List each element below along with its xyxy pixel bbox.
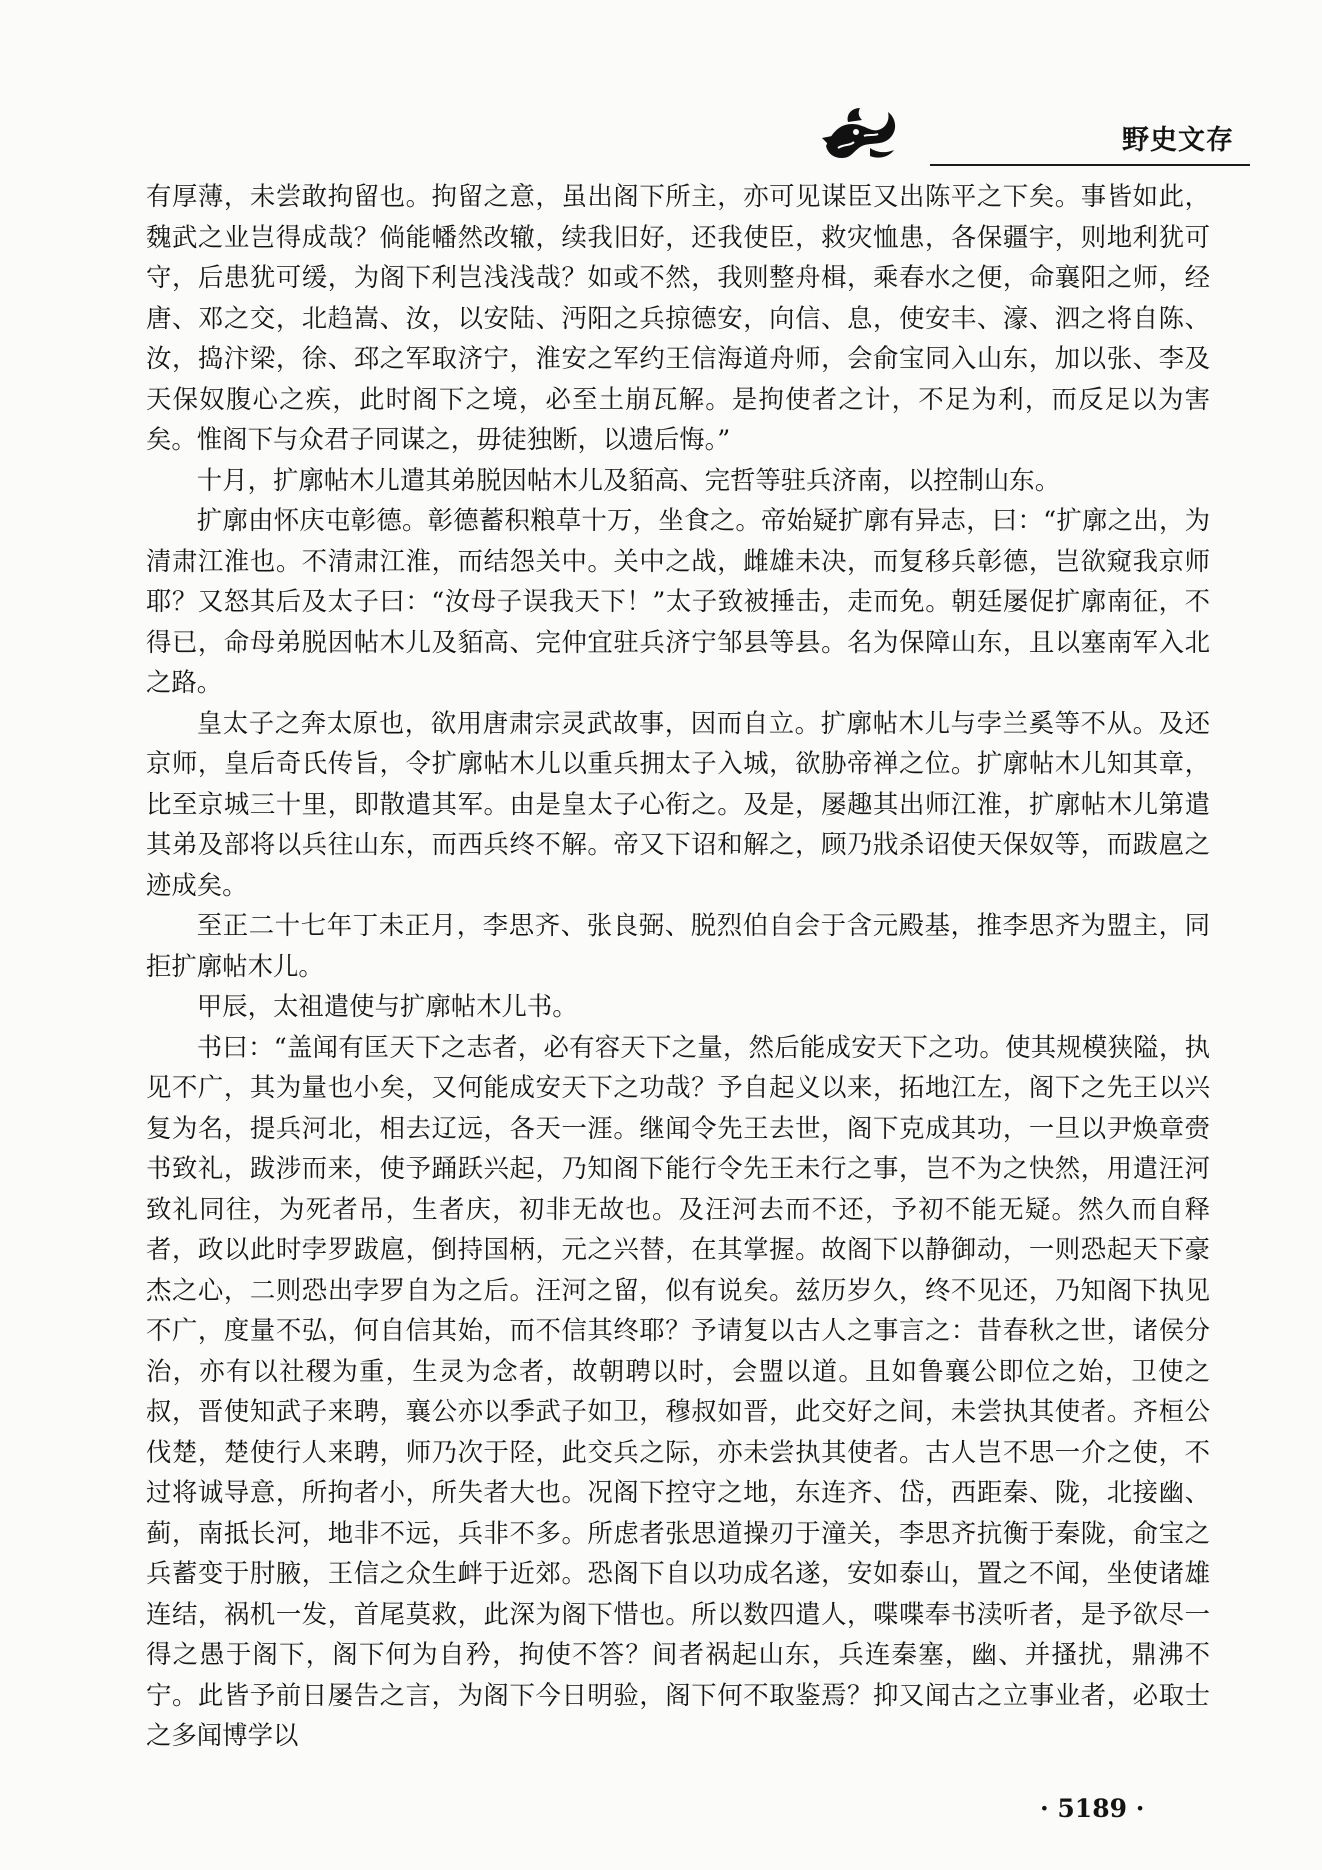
paragraph: 皇太子之奔太原也，欲用唐肃宗灵武故事，因而自立。扩廓帖木儿与孛兰奚等不从。及还京师，皇后奇氏传旨，令扩廓帖木儿以重兵拥太子入城，欲胁帝禅之位。扩廓帖木儿知其章，比至京城三十里，即散遣其军。由是皇太子心衔之。及是，屡趣其出师江淮，扩廓帖木儿第遣其弟及部将以兵往山东，而西兵终不解。帝又下诏和解之，顾乃戕杀诏使天保奴等，而跋扈之迹成矣。 — [146, 707, 1210, 900]
paragraph: 至正二十七年丁未正月，李思齐、张良弼、脱烈伯自会于含元殿基，推李思齐为盟主，同拒扩廓帖木儿。 — [146, 910, 1210, 981]
header-divider — [930, 164, 1250, 166]
paragraph: 书曰：“盖闻有匡天下之志者，必有容天下之量，然后能成安天下之功。使其规模狭隘，执见不广，其为量也小矣，又何能成安天下之功哉？予自起义以来，拓地江左，阁下之先王以兴复为名，提兵河北，相去辽远，各天一涯。继闻令先王去世，阁下克成其功，一旦以尹焕章赍书致礼，跋涉而来，使予踊跃兴起，乃知阁下能行令先王未行之事，岂不为之快然，用遣汪河致礼同往，为死者吊，生者庆，初非无故也。及汪河去而不还，予初不能无疑。然久而自释者，政以此时孛罗跋扈，倒持国柄，元之兴替，在其掌握。故阁下以静御动，一则恐起天下豪杰之心，二则恐出孛罗自为之后。汪河之留，似有说矣。兹历岁久，终不见还，乃知阁下执见不广，度量不弘，何自信其始，而不信其终耶？予请复以古人之事言之：昔春秋之世，诸侯分治，亦有以社稷为重，生灵为念者，故朝聘以时，会盟以道。且如鲁襄公即位之始，卫使之叔，晋使知武子来聘，襄公亦以季武子如卫，穆叔如晋，此交好之间，未尝执其使者。齐桓公伐楚，楚使行人来聘，师乃次于陉，此交兵之际，亦未尝执其使者。古人岂不思一介之使，不过将诚导意，所拘者小，所失者大也。况阁下控守之地，东连齐、岱，西距秦、陇，北接幽、蓟，南抵长河，地非不远，兵非不多。所虑者张思道操刃于潼关，李思齐抗衡于秦陇，俞宝之兵蓄变于肘腋，王信之众生衅于近郊。恐阁下自以功成名遂，安如泰山，置之不闻，坐使诸雄连结，祸机一发，首尾莫救，此深为阁下惜也。所以数四遣人，喋喋奉书渎听者，是予欲尽一得之愚于阁下，阁下何为自矜，拘使不答？间者祸起山东，兵连秦塞，幽、并搔扰，鼎沸不宁。此皆予前日屡告之言，为阁下今日明验，阁下何不取鉴焉？抑又闻古之立事业者，必取士之多闻博学以 — [146, 1031, 1210, 1750]
dragon-emblem-icon — [818, 102, 902, 162]
paragraph: 有厚薄，未尝敢拘留也。拘留之意，虽出阁下所主，亦可见谋臣又出陈平之下矣。事皆如此，魏武之业岂得成哉？倘能幡然改辙，续我旧好，还我使臣，救灾恤患，各保疆宇，则地利犹可守，后患犹可缓，为阁下利岂浅浅哉？如或不然，我则整舟楫，乘春水之便，命襄阳之师，经唐、邓之交，北趋嵩、汝，以安陆、沔阳之兵掠德安，向信、息，使安丰、濠、泗之将自陈、汝，捣汴梁，徐、邳之军取济宁，淮安之军约王信海道舟师，会俞宝同入山东，加以张、李及天保奴腹心之疾，此时阁下之境，必至土崩瓦解。是拘使者之计，不足为利，而反足以为害矣。惟阁下与众君子同谋之，毋徒独断，以遗后悔。” — [146, 181, 1210, 454]
page-number: · 5189 · — [1040, 1794, 1145, 1823]
header-title: 野史文存 — [1122, 125, 1234, 156]
body-text — [146, 176, 1210, 1756]
paragraph: 十月，扩廓帖木儿遣其弟脱因帖木儿及貊高、完哲等驻兵济南，以控制山东。 — [196, 464, 1061, 495]
paragraph: 甲辰，太祖遣使与扩廓帖木儿书。 — [196, 991, 578, 1021]
running-header — [780, 100, 1250, 166]
paragraph: 扩廓由怀庆屯彰德。彰德蓄积粮草十万，坐食之。帝始疑扩廓有异志，曰：“扩廓之出，为清肃江淮也。不清肃江淮，而结怨关中。关中之战，雌雄未决，而复移兵彰德，岂欲窥我京师耶？又怒其后及太子曰：“汝母子误我天下！”太子致被捶击，走而免。朝廷屡促扩廓南征，不得已，命母弟脱因帖木儿及貊高、完仲宜驻兵济宁邹县等县。名为保障山东，且以塞南军入北之路。 — [146, 505, 1210, 697]
